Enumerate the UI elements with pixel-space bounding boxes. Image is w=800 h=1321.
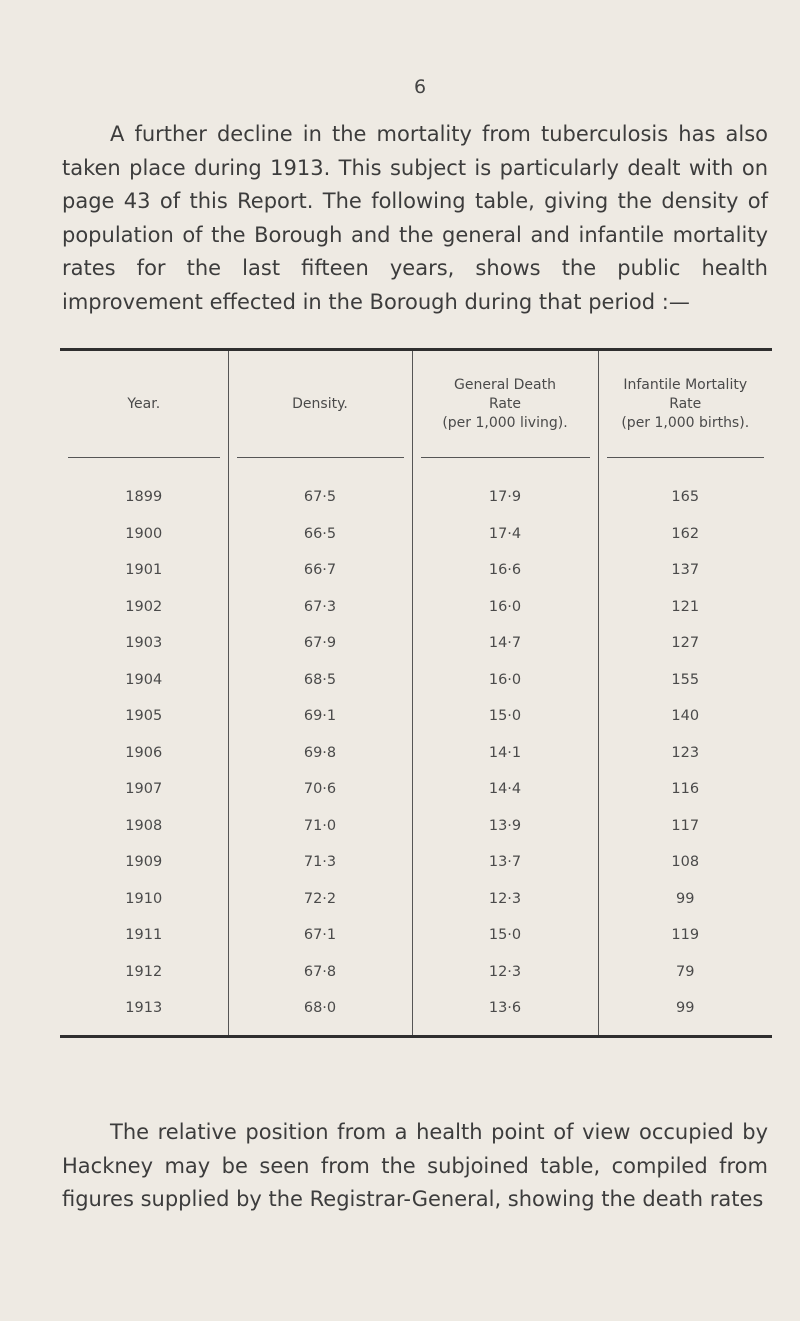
cell-density: 68·5 (228, 662, 412, 699)
cell-infantile-rate: 121 (598, 589, 772, 626)
table-body (60, 457, 772, 1035)
table-row (60, 735, 772, 772)
cell-density: 66·5 (228, 516, 412, 553)
cell-infantile-rate: 137 (598, 552, 772, 589)
cell-death-rate: 17·9 (412, 479, 598, 516)
cell-density: 67·5 (228, 479, 412, 516)
cell-death-rate: 13·6 (412, 990, 598, 1027)
cell-death-rate: 14·7 (412, 625, 598, 662)
cell-infantile-rate: 155 (598, 662, 772, 699)
cell-density: 67·8 (228, 954, 412, 991)
cell-density: 67·1 (228, 917, 412, 954)
table-row (60, 516, 772, 553)
cell-year: 1906 (125, 744, 163, 761)
closing-paragraph: The relative position from a health point of view occupied by Hackney may be seen from the subjoined table, compiled from figures supplied by the Registrar-General, showing the death rates (62, 1120, 768, 1211)
cell-density: 70·6 (228, 771, 412, 808)
header-infantile-line2: Rate (669, 395, 702, 412)
cell-density: 71·0 (228, 808, 412, 845)
cell-death-rate: 14·1 (412, 735, 598, 772)
cell-year: 1903 (125, 635, 163, 652)
cell-death-rate: 16·0 (412, 662, 598, 699)
cell-density: 66·7 (228, 552, 412, 589)
header-death-rate-line1: General Death (454, 376, 556, 393)
cell-infantile-rate: 127 (598, 625, 772, 662)
cell-year: 1900 (125, 525, 163, 542)
header-infantile-rate (598, 351, 772, 457)
cell-death-rate: 13·7 (412, 844, 598, 881)
cell-death-rate: 15·0 (412, 917, 598, 954)
cell-density: 67·3 (228, 589, 412, 626)
cell-infantile-rate: 116 (598, 771, 772, 808)
cell-year: 1902 (125, 598, 163, 615)
cell-death-rate: 14·4 (412, 771, 598, 808)
cell-year: 1905 (125, 708, 163, 725)
cell-density: 69·1 (228, 698, 412, 735)
cell-infantile-rate: 140 (598, 698, 772, 735)
header-year-label: Year. (127, 395, 161, 412)
header-death-rate-line3: (per 1,000 living). (442, 414, 568, 431)
table-row (60, 844, 772, 881)
header-year (60, 351, 228, 457)
cell-death-rate: 15·0 (412, 698, 598, 735)
cell-year: 1899 (125, 489, 163, 506)
cell-death-rate: 16·6 (412, 552, 598, 589)
cell-year: 1910 (125, 890, 163, 907)
cell-infantile-rate: 108 (598, 844, 772, 881)
cell-infantile-rate: 123 (598, 735, 772, 772)
cell-infantile-rate: 117 (598, 808, 772, 845)
cell-infantile-rate: 79 (598, 954, 772, 991)
header-death-rate-line2: Rate (488, 395, 522, 412)
cell-infantile-rate: 162 (598, 516, 772, 553)
cell-death-rate: 12·3 (412, 881, 598, 918)
table-row (60, 662, 772, 699)
cell-infantile-rate: 119 (598, 917, 772, 954)
table-bottom-rule (60, 1035, 772, 1038)
cell-death-rate: 12·3 (412, 954, 598, 991)
cell-density: 68·0 (228, 990, 412, 1027)
cell-year: 1912 (125, 963, 163, 980)
table-row (60, 954, 772, 991)
cell-infantile-rate: 165 (598, 479, 772, 516)
cell-death-rate: 16·0 (412, 589, 598, 626)
table-row (60, 698, 772, 735)
table-row (60, 552, 772, 589)
table-row (60, 589, 772, 626)
table-row (60, 479, 772, 516)
table-row (60, 917, 772, 954)
cell-year: 1901 (125, 562, 163, 579)
header-density-label: Density. (292, 395, 348, 412)
cell-death-rate: 17·4 (412, 516, 598, 553)
cell-density: 71·3 (228, 844, 412, 881)
header-infantile-line3: (per 1,000 births). (621, 414, 750, 431)
table-row (60, 625, 772, 662)
cell-density: 72·2 (228, 881, 412, 918)
cell-year: 1907 (125, 781, 163, 798)
cell-density: 67·9 (228, 625, 412, 662)
cell-year: 1911 (125, 927, 163, 944)
cell-infantile-rate: 99 (598, 990, 772, 1027)
table-row (60, 808, 772, 845)
cell-year: 1913 (125, 1000, 163, 1017)
table-row (60, 771, 772, 808)
cell-infantile-rate: 99 (598, 881, 772, 918)
header-death-rate (412, 351, 598, 457)
cell-year: 1904 (125, 671, 163, 688)
cell-death-rate: 13·9 (412, 808, 598, 845)
page-number: 6 (413, 76, 427, 98)
table-row (60, 990, 772, 1027)
header-infantile-line1: Infantile Mortality (623, 376, 748, 393)
mortality-table (60, 348, 772, 1038)
intro-paragraph: A further decline in the mortality from tuberculosis has also taken place during 1913. This subject is particularly dealt with on page 43 of this Report. The following table, giving the density of population of the Borough and the general and infantile mortality rates for the last fifteen years, shows the public health improvement effected in the Borough during that period :— (62, 122, 768, 314)
cell-year: 1909 (125, 854, 163, 871)
header-underline-row (60, 457, 772, 465)
cell-density: 69·8 (228, 735, 412, 772)
header-density (228, 351, 412, 457)
cell-year: 1908 (125, 817, 163, 834)
table-row (60, 881, 772, 918)
